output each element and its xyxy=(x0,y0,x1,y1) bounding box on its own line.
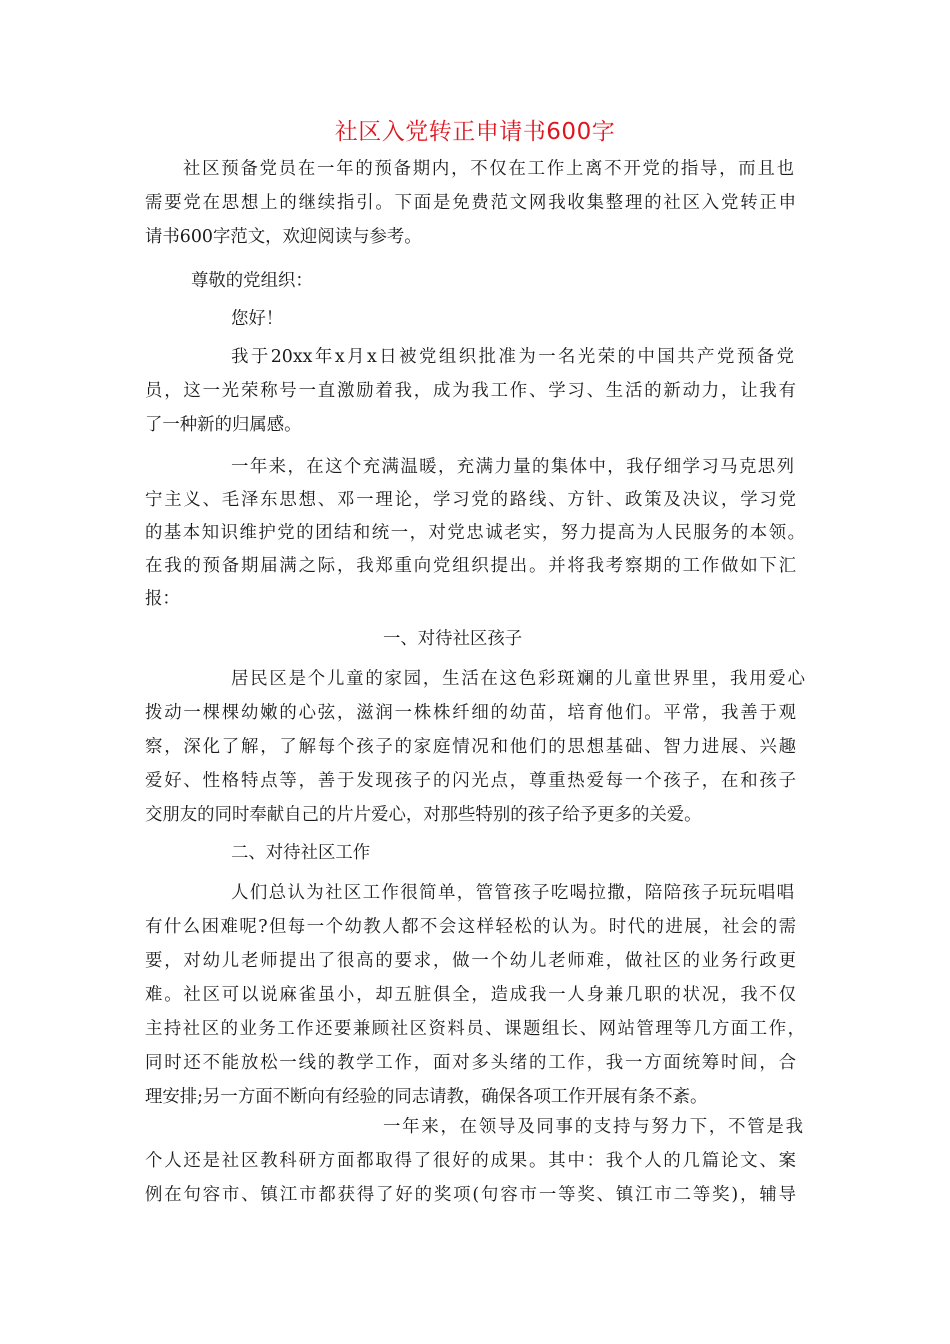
intro-line-1: 社区预备党员在一年的预备期内，不仅在工作上离不开党的指导，而且也 xyxy=(183,159,794,179)
greeting: 您好！ xyxy=(231,309,284,329)
paragraph-4-line-3: 要，对幼儿老师提出了很高的要求，做一个幼儿老师难，做社区的业务行政更 xyxy=(145,951,796,971)
paragraph-3-line-4: 爱好、性格特点等，善于发现孩子的闪光点，尊重热爱每一个孩子，在和孩子 xyxy=(145,771,796,791)
paragraph-1-line-3: 了一种新的归属感。 xyxy=(145,415,302,435)
paragraph-1-line-2: 员，这一光荣称号一直激励着我，成为我工作、学习、生活的新动力，让我有 xyxy=(145,381,796,401)
document-title: 社区入党转正申请书600字 xyxy=(334,119,616,145)
paragraph-2-line-2: 宁主义、毛泽东思想、邓一理论，学习党的路线、方针、政策及决议，学习党 xyxy=(145,490,796,510)
paragraph-2-line-3: 的基本知识维护党的团结和统一，对党忠诚老实，努力提高为人民服务的本领。 xyxy=(145,523,805,543)
paragraph-2-line-4: 在我的预备期届满之际，我郑重向党组织提出。并将我考察期的工作做如下汇 xyxy=(145,556,796,576)
intro-line-2: 需要党在思想上的继续指引。下面是免费范文网我收集整理的社区入党转正申 xyxy=(145,193,796,213)
paragraph-4-line-6: 同时还不能放松一线的教学工作，面对多头绪的工作，我一方面统筹时间，合 xyxy=(145,1053,796,1073)
paragraph-3-line-2: 拨动一棵棵幼嫩的心弦，滋润一株株纤细的幼苗，培育他们。平常，我善于观 xyxy=(145,703,796,723)
paragraph-3-line-5: 交朋友的同时奉献自己的片片爱心，对那些特别的孩子给予更多的关爱。 xyxy=(145,805,702,825)
paragraph-4-line-2: 有什么困难呢?但每一个幼教人都不会这样轻松的认为。时代的进展，社会的需 xyxy=(145,917,796,937)
paragraph-4-line-4: 难。社区可以说麻雀虽小，却五脏俱全，造成我一人身兼几职的状况，我不仅 xyxy=(145,985,796,1005)
paragraph-3-line-1: 居民区是个儿童的家园，生活在这色彩斑斓的儿童世界里，我用爱心 xyxy=(231,669,805,689)
paragraph-5-line-3: 例在句容市、镇江市都获得了好的奖项(句容市一等奖、镇江市二等奖)，辅导 xyxy=(145,1185,796,1205)
paragraph-4-line-5: 主持社区的业务工作还要兼顾社区资料员、课题组长、网站管理等几方面工作， xyxy=(145,1019,805,1039)
intro-line-3: 请书600字范文，欢迎阅读与参考。 xyxy=(145,227,422,247)
paragraph-4-line-7: 理安排;另一方面不断向有经验的同志请教，确保各项工作开展有条不紊。 xyxy=(145,1087,708,1107)
paragraph-1-line-1: 我于20xx年x月x日被党组织批准为一名光荣的中国共产党预备党 xyxy=(231,347,794,367)
paragraph-3-line-3: 察，深化了解，了解每个孩子的家庭情况和他们的思想基础、智力进展、兴趣 xyxy=(145,737,796,757)
salutation: 尊敬的党组织： xyxy=(191,271,313,291)
section-heading-2: 二、对待社区工作 xyxy=(231,843,371,863)
paragraph-2-line-1: 一年来，在这个充满温暖，充满力量的集体中，我仔细学习马克思列 xyxy=(231,457,794,477)
paragraph-5-line-2: 个人还是社区教科研方面都取得了很好的成果。其中：我个人的几篇论文、案 xyxy=(145,1151,796,1171)
section-heading-1: 一、对待社区孩子 xyxy=(383,629,523,649)
paragraph-2-line-5: 报： xyxy=(145,589,180,609)
paragraph-4-line-1: 人们总认为社区工作很简单，管管孩子吃喝拉撒，陪陪孩子玩玩唱唱 xyxy=(231,883,794,903)
paragraph-5-line-1: 一年来，在领导及同事的支持与努力下，不管是我 xyxy=(383,1117,803,1137)
